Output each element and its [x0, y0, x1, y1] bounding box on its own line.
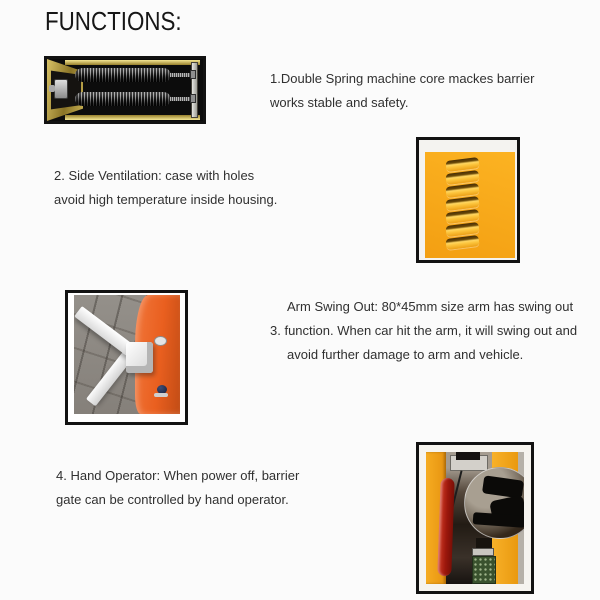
spring-pivot-pin [49, 85, 55, 92]
crank-silhouette [473, 512, 524, 528]
ventilation-photo-content [419, 140, 517, 260]
feature-3-line-3: avoid further damage to arm and vehicle. [287, 347, 524, 362]
spring-case-top-rail [65, 60, 200, 65]
feature-4-text [56, 464, 299, 512]
feature-1-text [270, 67, 534, 115]
motor-top [456, 452, 480, 460]
side-ventilation-louvers-photo [416, 137, 520, 263]
feature-4-line-1: 4. Hand Operator: When power off, barrier [56, 468, 300, 483]
arm-pivot-bolt [154, 336, 167, 346]
spring-coil-top [75, 68, 171, 82]
circuit-board [472, 556, 496, 584]
feature-2-text [54, 164, 277, 212]
knob-washer [154, 393, 168, 397]
spring-nut-top [190, 70, 196, 79]
arm-bracket [126, 342, 153, 373]
spring-coil-bottom [75, 92, 171, 106]
double-spring-machine-core-photo [44, 56, 206, 124]
feature-4-line-2: gate can be controlled by hand operator. [56, 492, 289, 507]
pcb-connector [472, 548, 494, 556]
feature-3-number: 3. [270, 323, 281, 338]
feature-1-line-1: 1.Double Spring machine core mackes barrier [270, 71, 535, 86]
feature-3-line-2 [270, 319, 577, 343]
feature-3-line-2-text: function. When car hit the arm, it will swing out and [284, 323, 578, 338]
hand-operator-mechanism-photo [416, 442, 534, 594]
feature-2-line-1: 2. Side Ventilation: case with holes [54, 168, 255, 183]
vent-panel [425, 152, 515, 258]
feature-3-text [270, 295, 577, 367]
louver-slat [445, 235, 479, 250]
arm-swing-photo-content [74, 295, 180, 414]
feature-3-line-1: Arm Swing Out: 80*45mm size arm has swing out [287, 299, 574, 314]
feature-1-line-2: works stable and safety. [270, 95, 409, 110]
spring-core-photo-content [47, 59, 203, 121]
arm-swing-out-photo [65, 290, 188, 425]
spring-case-bottom-rail [65, 115, 200, 120]
spring-pivot-block [54, 79, 68, 99]
feature-2-line-2: avoid high temperature inside housing. [54, 192, 278, 207]
spring-nut-bottom [190, 94, 196, 103]
hand-operator-photo-content [426, 452, 524, 584]
page-title: FUNCTIONS: [45, 6, 182, 36]
